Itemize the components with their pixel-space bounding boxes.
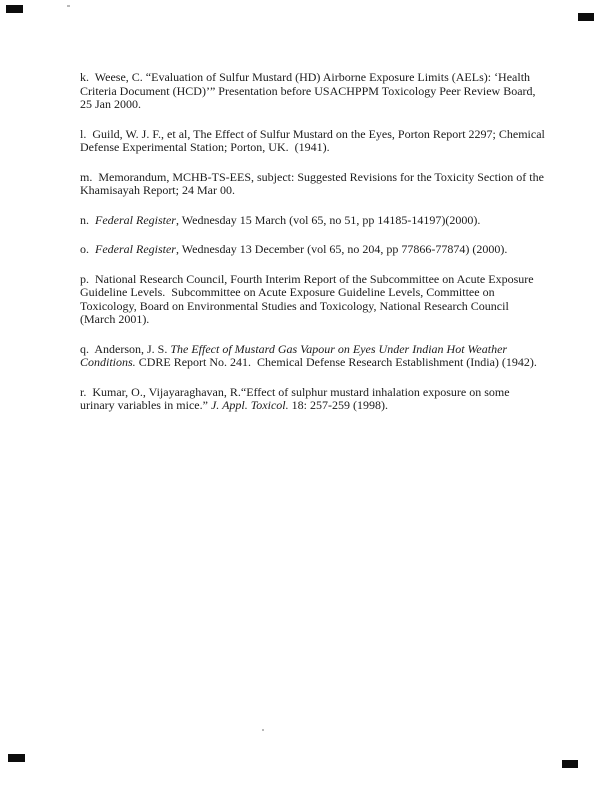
- reference-line: [80, 243, 548, 257]
- reference-line: [80, 300, 548, 314]
- scan-noise-speck: [262, 729, 264, 731]
- reference-line: [80, 98, 548, 112]
- scan-noise-speck: [67, 5, 70, 7]
- reference-line: [80, 286, 548, 300]
- italic-text-segment: J. Appl. Toxicol.: [210, 398, 289, 412]
- reference-line: [80, 399, 548, 413]
- scan-corner-mark-top-left: [6, 5, 23, 13]
- reference-line: [80, 313, 548, 327]
- italic-text-segment: Conditions.: [80, 355, 136, 369]
- italic-text-segment: The Effect of Mustard Gas Vapour on Eyes Under Indian Hot Weather: [170, 341, 508, 356]
- reference-entry-q: [80, 343, 548, 370]
- italic-text-segment: Federal Register: [95, 242, 176, 256]
- reference-line: [80, 71, 548, 85]
- reference-line: [80, 273, 548, 287]
- reference-line: [80, 141, 548, 155]
- reference-entry-k: [80, 71, 548, 112]
- reference-entry-n: [80, 214, 548, 228]
- reference-line: [80, 171, 548, 185]
- text-segment: (March 2001).: [80, 312, 150, 326]
- reference-line: [80, 85, 548, 99]
- text-segment: 25 Jan 2000.: [80, 97, 141, 111]
- italic-text-segment: Federal Register: [95, 212, 176, 227]
- references-list: [80, 71, 548, 429]
- reference-entry-p: [80, 273, 548, 327]
- text-segment: urinary variables in mice.”: [80, 398, 211, 412]
- reference-line: [80, 184, 548, 198]
- text-segment: Criteria Document (HCD)’” Presentation before USACHPPM Toxicology Peer Review Board,: [80, 83, 536, 98]
- scan-corner-mark-bottom-right: [562, 760, 578, 768]
- text-segment: p. National Research Council, Fourth Interim Report of the Subcommittee on Acute Exposure: [80, 271, 534, 286]
- text-segment: CDRE Report No. 241. Chemical Defense Research Establishment (India) (1942).: [135, 355, 537, 369]
- text-segment: m. Memorandum, MCHB-TS-EES, subject: Suggested Revisions for the Toxicity Section of the: [80, 169, 544, 184]
- reference-entry-o: [80, 243, 548, 257]
- scan-corner-mark-top-right: [578, 13, 594, 21]
- reference-line: [80, 128, 548, 142]
- reference-line: [80, 356, 548, 370]
- text-segment: o.: [80, 242, 95, 256]
- text-segment: , Wednesday 13 December (vol 65, no 204, pp 77866-77874) (2000).: [175, 242, 508, 256]
- text-segment: Guideline Levels. Subcommittee on Acute Exposure Guideline Levels, Committee on: [80, 285, 495, 299]
- text-segment: l. Guild, W. J. F., et al, The Effect of Sulfur Mustard on the Eyes, Porton Report 2297; Chemical: [80, 126, 545, 141]
- reference-line: [80, 386, 548, 400]
- scan-corner-mark-bottom-left: [8, 754, 25, 762]
- text-segment: 18: 257-259 (1998).: [288, 398, 388, 412]
- reference-entry-l: [80, 128, 548, 155]
- text-segment: Khamisayah Report; 24 Mar 00.: [80, 183, 235, 197]
- reference-line: [80, 343, 548, 357]
- text-segment: , Wednesday 15 March (vol 65, no 51, pp 14185-14197)(2000).: [175, 212, 481, 227]
- text-segment: n.: [80, 212, 95, 227]
- reference-line: [80, 214, 548, 228]
- text-segment: r. Kumar, O., Vijayaraghavan, R.“Effect of sulphur mustard inhalation exposure on some: [80, 384, 510, 399]
- text-segment: k. Weese, C. “Evaluation of Sulfur Mustard (HD) Airborne Exposure Limits (AELs): ‘Health: [80, 70, 531, 84]
- reference-entry-r: [80, 386, 548, 413]
- text-segment: q. Anderson, J. S.: [80, 341, 171, 356]
- text-segment: Defense Experimental Station; Porton, UK. (1941).: [80, 140, 330, 154]
- text-segment: Toxicology, Board on Environmental Studies and Toxicology, National Research Council: [80, 298, 509, 313]
- reference-entry-m: [80, 171, 548, 198]
